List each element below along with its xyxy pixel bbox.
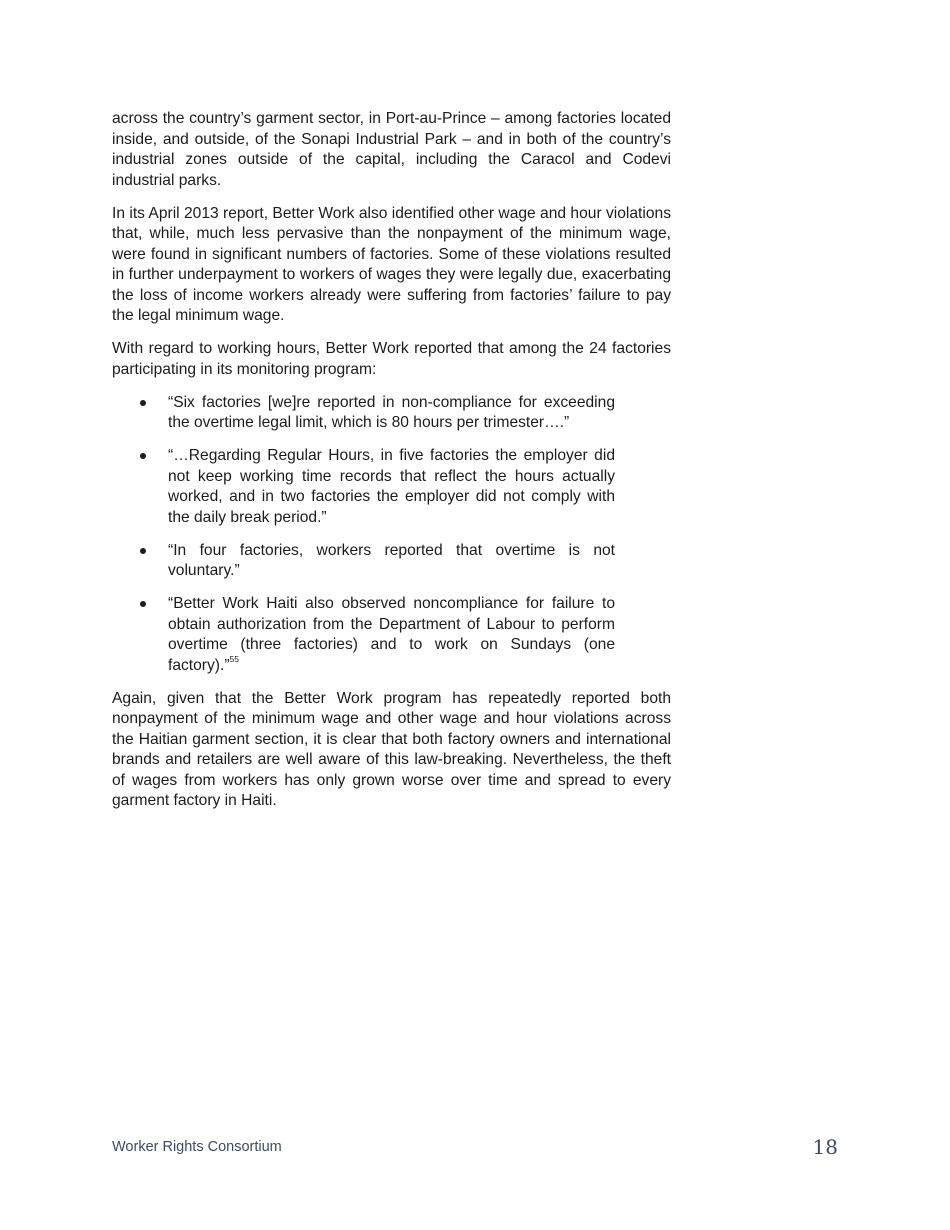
bullet-text: “…Regarding Regular Hours, in five factories the employer did not keep working time records that reflect the hours actually worked, and in two factories the employer did not comply with the daily break period.” bbox=[168, 447, 615, 526]
bullet-text: “Better Work Haiti also observed noncompliance for failure to obtain authorization from the Department of Labour to perform overtime (three factories) and to work on Sundays (one factory).” bbox=[168, 595, 615, 674]
bullet-item bbox=[168, 446, 615, 528]
bullet-icon bbox=[140, 548, 146, 554]
paragraph-conclusion: Again, given that the Better Work program has repeatedly reported both nonpayment of the minimum wage and other wage and hour violations across the Haitian garment section, it is clear that both factory owners and international brands and retailers are well aware of this law-breaking. Nevertheless, the theft of wages from workers has only grown worse over time and spread to every garment factory in Haiti. bbox=[112, 689, 671, 809]
footnote-reference[interactable]: 55 bbox=[229, 654, 239, 665]
page-number: 18 bbox=[812, 1135, 838, 1159]
violations-bullet-list bbox=[112, 393, 671, 677]
document-body bbox=[112, 109, 671, 824]
bullet-text: “In four factories, workers reported that overtime is not voluntary.” bbox=[168, 541, 615, 579]
bullet-text: “Six factories [we]re reported in non-compliance for exceeding the overtime legal limit, which is 80 hours per trimester….” bbox=[168, 393, 615, 431]
bullet-item bbox=[168, 393, 615, 434]
paragraph-continuation: across the country’s garment sector, in Port-au-Prince – among factories located inside, and outside, of the Sonapi Industrial Park – and in both of the country’s industrial zones outside of the capital, including the Caracol and Codevi industrial parks. bbox=[112, 110, 671, 189]
bullet-icon bbox=[140, 453, 146, 459]
bullet-item bbox=[168, 541, 615, 582]
paragraph-wage-violations: In its April 2013 report, Better Work also identified other wage and hour violations that, while, much less pervasive than the nonpayment of the minimum wage, were found in significant numbers of factories. Some of these violations resulted in further underpayment to workers of wages they were legally due, exacerbating the loss of income workers already were suffering from factories’ failure to pay the legal minimum wage. bbox=[112, 204, 671, 324]
bullet-item bbox=[168, 594, 615, 676]
bullet-icon bbox=[140, 400, 146, 406]
paragraph-working-hours-intro: With regard to working hours, Better Work reported that among the 24 factories participating in its monitoring program: bbox=[112, 340, 671, 378]
bullet-icon bbox=[140, 601, 146, 607]
footer-organization: Worker Rights Consortium bbox=[112, 1139, 282, 1155]
